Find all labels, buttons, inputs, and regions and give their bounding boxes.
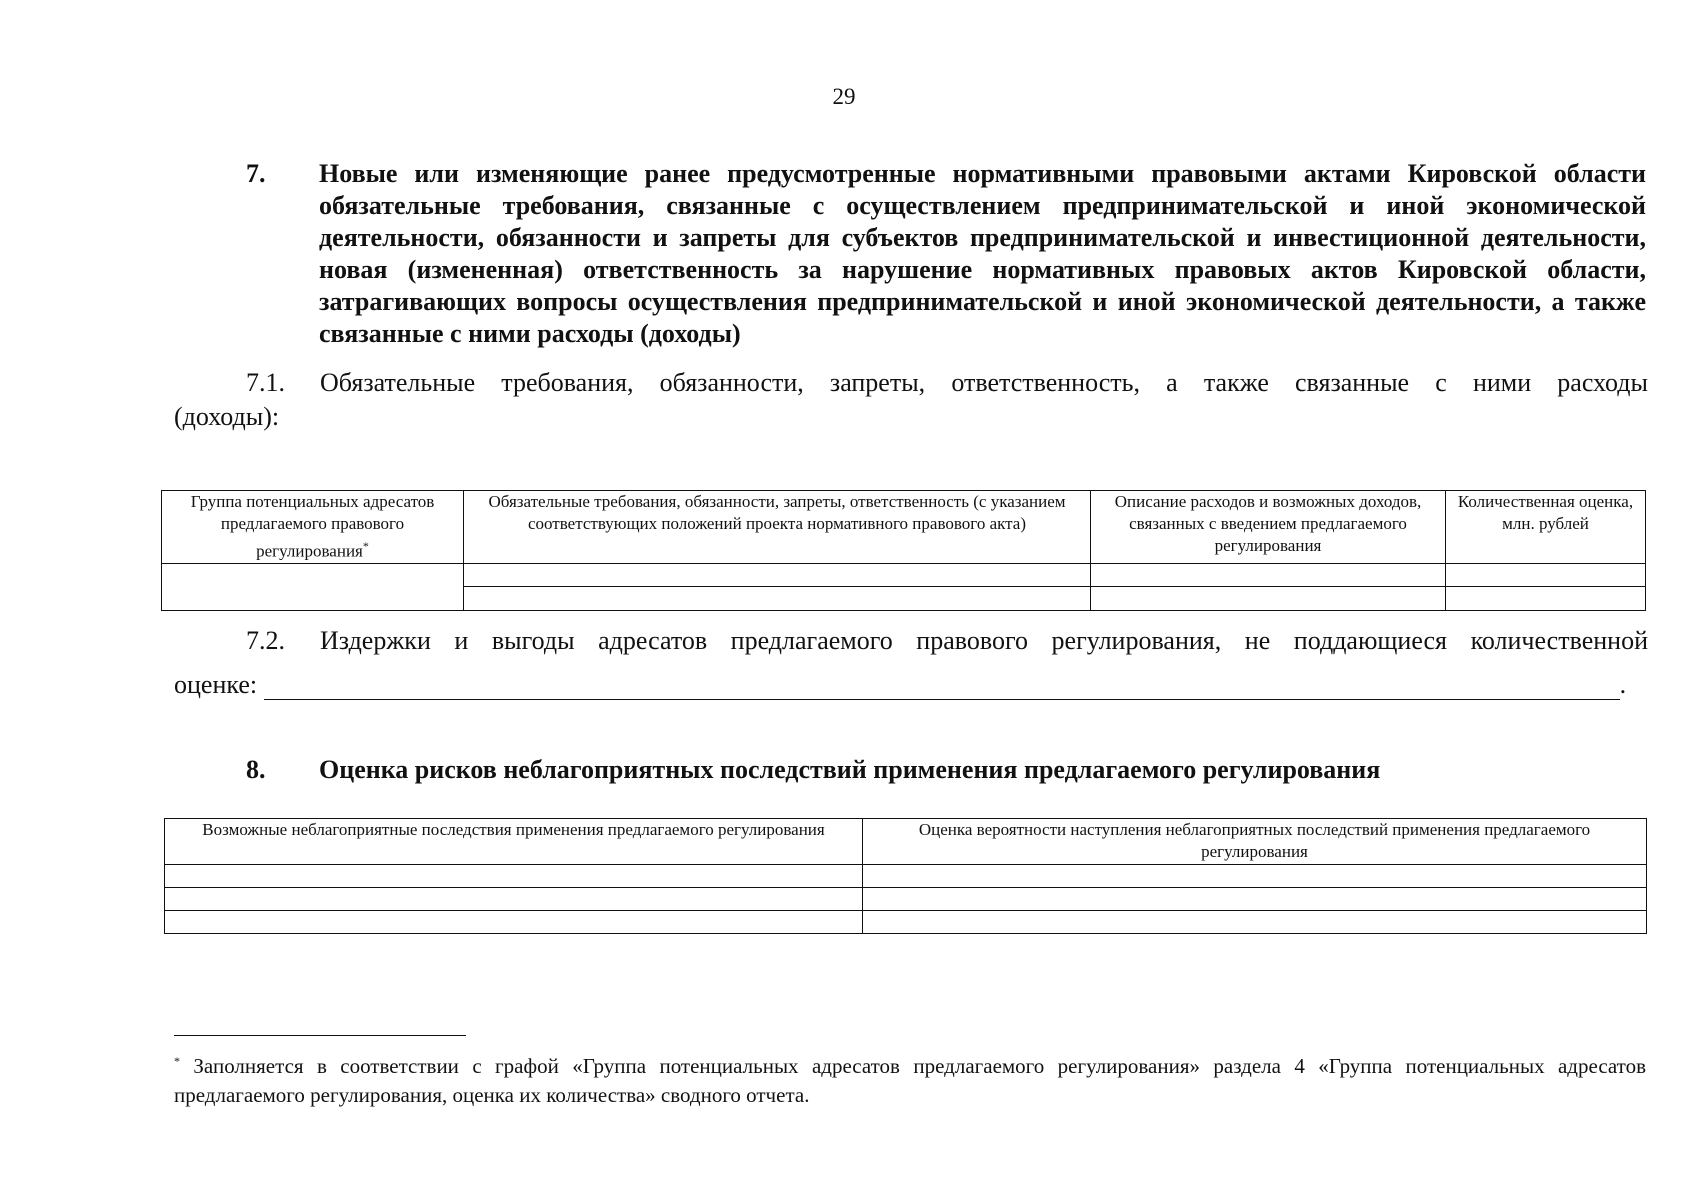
subsection-7-1-line2: (доходы): [174,402,280,431]
table1-cell[interactable] [1446,563,1646,586]
subsection-7-2-line1 [174,626,1648,656]
section-7 [246,158,1646,350]
section-8-number: 8. [246,755,266,784]
table1-cell[interactable] [1091,586,1446,610]
table2-cell[interactable] [165,865,863,888]
table2-header-probability: Оценка вероятности наступления неблагоприятных последствий применения предлагаемого регулирования [863,819,1647,865]
table1-cell[interactable] [464,563,1091,586]
table1-header-requirements: Обязательные требования, обязанности, запреты, ответственность (с указанием соответствующих положений проекта нормативного правового акта) [464,491,1091,564]
table2-header-consequences: Возможные неблагоприятные последствия применения предлагаемого регулирования [165,819,863,865]
table-row [165,888,1647,911]
table-row [162,563,1646,586]
table1-cell[interactable] [1091,563,1446,586]
table1-header-expenses: Описание расходов и возможных доходов, связанных с введением предлагаемого регулирования [1091,491,1446,564]
risks-table [164,818,1647,934]
section-8-title: Оценка рисков неблагоприятных последствий применения предлагаемого регулирования [319,755,1381,784]
table1-cell[interactable] [162,563,464,610]
table1-header-group: Группа потенциальных адресатов предлагаемого правового регулирования* [162,491,464,564]
estimate-blank-field[interactable] [264,677,1620,700]
table-row [165,865,1647,888]
section-8 [246,754,1646,786]
subsection-7-1 [174,368,1648,432]
table1-cell[interactable] [464,586,1091,610]
footnote [174,1047,1646,1110]
table2-cell[interactable] [863,888,1647,911]
subsection-7-2 [174,626,1648,700]
requirements-table [161,490,1646,611]
section-7-number: 7. [246,159,266,188]
risks-table-header-row [165,819,1647,865]
requirements-table-header-row [162,491,1646,564]
footnote-text: Заполняется в соответствии с графой «Группа потенциальных адресатов предлагаемого регулирования» раздела 4 «Группа потенциальных адресатов предлагаемого регулирования, оценка их количества» сводного отчета. [174,1054,1646,1107]
table2-cell[interactable] [165,911,863,934]
subsection-7-1-line1 [174,368,1648,398]
table2-cell[interactable] [863,911,1647,934]
subsection-7-1-text: Обязательные требования, обязанности, запреты, ответственность, а также связанные с ними расходы [320,368,1648,397]
subsection-7-2-line2 [174,670,1648,700]
estimate-label: оценке: [174,670,258,699]
footnote-marker: * [362,539,369,553]
footnote-separator [174,1035,466,1036]
table1-header-estimate: Количественная оценка, млн. рублей [1446,491,1646,564]
subsection-7-2-number: 7.2. [246,626,285,655]
table2-cell[interactable] [863,865,1647,888]
footnote-mark: * [174,1054,180,1068]
section-7-title: Новые или изменяющие ранее предусмотренные нормативными правовыми актами Кировской области обязательные требования, связанные с осуществлением предпринимательской и иной экономической деятельности, обязанности и запреты для субъектов предпринимательской и инвестиционной деятельности, новая (измененная) ответственность за нарушение нормативных правовых актов Кировской области, затрагивающих вопросы осуществления предпринимательской и иной экономической деятельности, а также связанные с ними расходы (доходы) [319,159,1646,348]
subsection-7-2-text: Издержки и выгоды адресатов предлагаемого правового регулирования, не поддающиеся количественной [320,626,1648,655]
subsection-7-1-number: 7.1. [246,368,285,397]
table-row [165,911,1647,934]
table1-cell[interactable] [1446,586,1646,610]
table2-cell[interactable] [165,888,863,911]
page-number: 29 [832,84,856,109]
estimate-period: . [1619,670,1627,699]
